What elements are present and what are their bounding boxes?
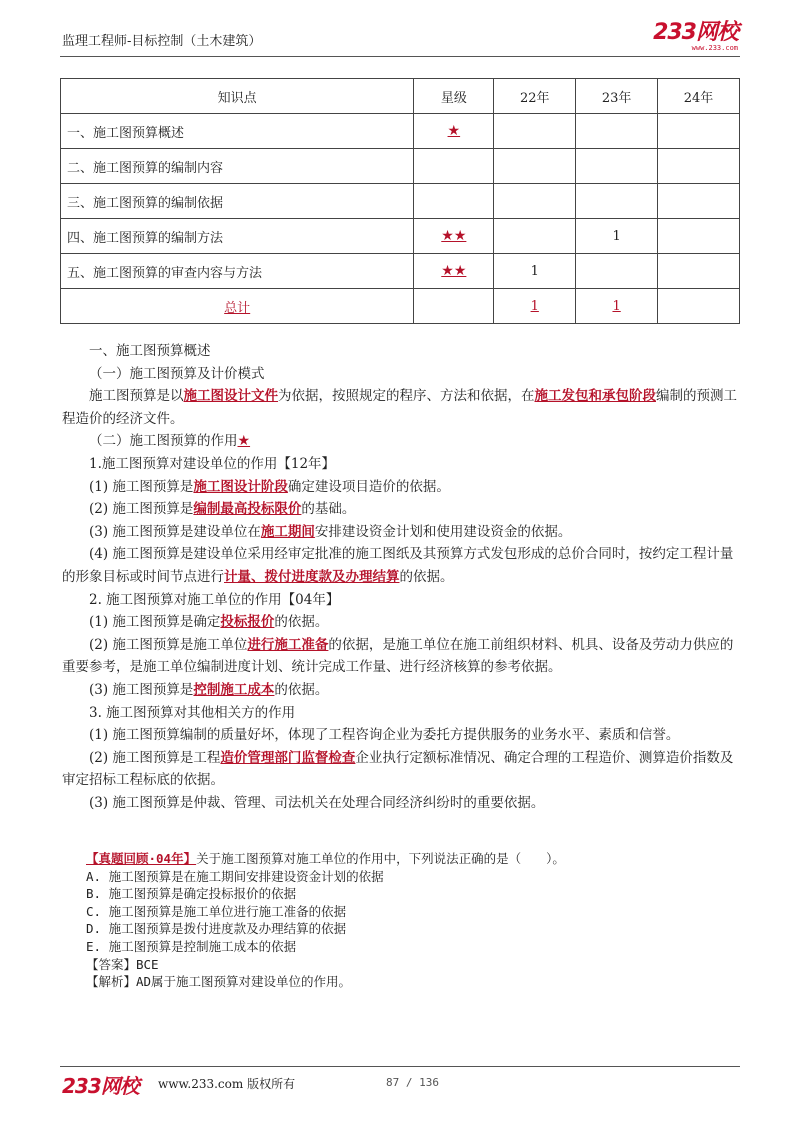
topic-cell: 三、施工图预算的编制依据 xyxy=(61,184,414,219)
brand-logo xyxy=(653,22,738,52)
quiz-option: A. 施工图预算是在施工期间安排建设资金计划的依据 xyxy=(86,868,384,884)
y24-cell xyxy=(658,254,740,289)
logo-text: 233网校 xyxy=(653,20,738,45)
col-header-23: 23年 xyxy=(576,79,658,114)
table-row xyxy=(61,114,740,149)
table-header-row xyxy=(61,79,740,114)
exam-review-block xyxy=(86,850,726,991)
key-term: 造价管理部门监督检查 xyxy=(220,749,356,766)
numbered-heading: 3. 施工图预算对其他相关方的作用 xyxy=(89,704,296,721)
y24-cell xyxy=(658,184,740,219)
list-item: (1) 施工图预算编制的质量好坏，体现了工程咨询企业为委托方提供服务的业务水平、素质和信誉。 xyxy=(89,727,680,744)
y23-cell xyxy=(576,254,658,289)
topic-cell: 五、施工图预算的审查内容与方法 xyxy=(61,254,414,289)
key-term: 投标报价 xyxy=(220,614,275,631)
y22-cell xyxy=(494,114,576,149)
star-rating-icon: ★★ xyxy=(441,263,467,279)
y23-cell xyxy=(576,184,658,219)
quiz-option: B. 施工图预算是确定投标报价的依据 xyxy=(86,886,297,902)
numbered-heading: 2. 施工图预算对施工单位的作用【04年】 xyxy=(89,591,340,608)
y22-cell: 1 xyxy=(494,254,576,289)
col-header-topic: 知识点 xyxy=(61,79,414,114)
y24-total-cell xyxy=(658,289,740,324)
list-item: (1) 施工图预算是确定投标报价的依据。 xyxy=(89,614,329,631)
stars-cell xyxy=(414,114,494,149)
y23-cell: 1 xyxy=(576,219,658,254)
col-header-22: 22年 xyxy=(494,79,576,114)
quiz-tag: 【真题回顾·04年】 xyxy=(86,851,197,866)
quiz-analysis: 【解析】AD属于施工图预算对建设单位的作用。 xyxy=(86,974,352,990)
key-term: 施工发包和承包阶段 xyxy=(534,388,656,405)
paragraph: 施工图预算是以施工图设计文件为依据，按照规定的程序、方法和依据，在施工发包和承包阶段编制的预测工程造价的经济文件。 xyxy=(62,388,737,427)
y22-cell xyxy=(494,149,576,184)
quiz-answer: 【答案】BCE xyxy=(86,956,159,972)
stars-cell xyxy=(414,184,494,219)
list-item: (2) 施工图预算是编制最高投标限价的基础。 xyxy=(89,501,356,518)
y22-cell xyxy=(494,184,576,219)
footer-copyright: www.233.com 版权所有 xyxy=(158,1077,296,1091)
section-heading: 一、施工图预算概述 xyxy=(89,343,211,359)
list-item: (4) 施工图预算是建设单位采用经审定批准的施工图纸及其预算方式发包形成的总价合同时，按约定工程计量的形象目标或时间节点进行计量、拨付进度款及办理结算的依据。 xyxy=(62,546,734,585)
star-rating-icon: ★ xyxy=(237,433,251,450)
quiz-option: C. 施工图预算是施工单位进行施工准备的依据 xyxy=(86,903,347,919)
col-header-stars: 星级 xyxy=(414,79,494,114)
star-rating-icon: ★★ xyxy=(441,228,467,244)
subsection-heading: （二）施工图预算的作用★ xyxy=(89,433,251,450)
key-term: 施工图设计阶段 xyxy=(193,478,288,495)
key-term: 编制最高投标限价 xyxy=(193,501,302,518)
y23-total: 1 xyxy=(612,298,621,314)
logo-url: www.233.com xyxy=(691,44,738,52)
total-label: 总计 xyxy=(224,300,251,316)
y24-cell xyxy=(658,219,740,254)
table-row xyxy=(61,219,740,254)
key-term: 计量、拨付进度款及办理结算 xyxy=(224,568,400,585)
key-term: 施工图设计文件 xyxy=(183,388,278,405)
list-item: (1) 施工图预算是施工图设计阶段确定建设项目造价的依据。 xyxy=(89,478,450,495)
stars-cell xyxy=(414,289,494,324)
quiz-option: D. 施工图预算是拨付进度款及办理结算的依据 xyxy=(86,921,347,937)
stars-cell xyxy=(414,219,494,254)
list-item: (3) 施工图预算是建设单位在施工期间安排建设资金计划和使用建设资金的依据。 xyxy=(89,523,572,540)
y23-cell xyxy=(576,149,658,184)
body-content xyxy=(62,340,738,814)
key-term: 施工期间 xyxy=(260,523,315,540)
list-item: (2) 施工图预算是工程造价管理部门监督检查企业执行定额标准情况、确定合理的工程造价、测算造价指数及审定招标工程标底的依据。 xyxy=(62,749,734,789)
table-row xyxy=(61,254,740,289)
y24-cell xyxy=(658,114,740,149)
topic-cell: 一、施工图预算概述 xyxy=(61,114,414,149)
y24-cell xyxy=(658,149,740,184)
total-label-cell xyxy=(61,289,414,324)
star-rating-icon: ★ xyxy=(447,123,461,139)
y22-cell xyxy=(494,219,576,254)
list-item: (2) 施工图预算是施工单位进行施工准备的依据，是施工单位在施工前组织材料、机具、设备及劳动力供应的重要参考，是施工单位编制进度计划、统计完成工作量、进行经济核算的参考依据。 xyxy=(62,636,734,676)
key-term: 进行施工准备 xyxy=(247,636,329,653)
header-divider xyxy=(60,56,740,57)
table-row xyxy=(61,149,740,184)
y22-total: 1 xyxy=(530,298,539,314)
list-item: (3) 施工图预算是仲裁、管理、司法机关在处理合同经济纠纷时的重要依据。 xyxy=(89,794,545,811)
knowledge-point-table xyxy=(60,78,740,324)
col-header-24: 24年 xyxy=(658,79,740,114)
quiz-option: E. 施工图预算是控制施工成本的依据 xyxy=(86,938,297,954)
quiz-question: 【真题回顾·04年】关于施工图预算对施工单位的作用中，下列说法正确的是（ ）。 xyxy=(86,851,565,866)
topic-cell: 四、施工图预算的编制方法 xyxy=(61,219,414,254)
table-row xyxy=(61,184,740,219)
topic-cell: 二、施工图预算的编制内容 xyxy=(61,149,414,184)
footer-divider xyxy=(60,1066,740,1067)
footer-logo: 233网校 xyxy=(62,1074,139,1098)
table-total-row xyxy=(61,289,740,324)
list-item: (3) 施工图预算是控制施工成本的依据。 xyxy=(89,681,329,698)
y23-cell xyxy=(576,114,658,149)
page-number: 87 / 136 xyxy=(386,1076,439,1089)
key-term: 控制施工成本 xyxy=(193,681,275,698)
document-header-title: 监理工程师-目标控制（土木建筑） xyxy=(62,34,262,49)
y22-total-cell xyxy=(494,289,576,324)
numbered-heading: 1.施工图预算对建设单位的作用【12年】 xyxy=(89,455,336,472)
subsection-heading: （一）施工图预算及计价模式 xyxy=(89,365,265,382)
stars-cell xyxy=(414,149,494,184)
y23-total-cell xyxy=(576,289,658,324)
stars-cell xyxy=(414,254,494,289)
